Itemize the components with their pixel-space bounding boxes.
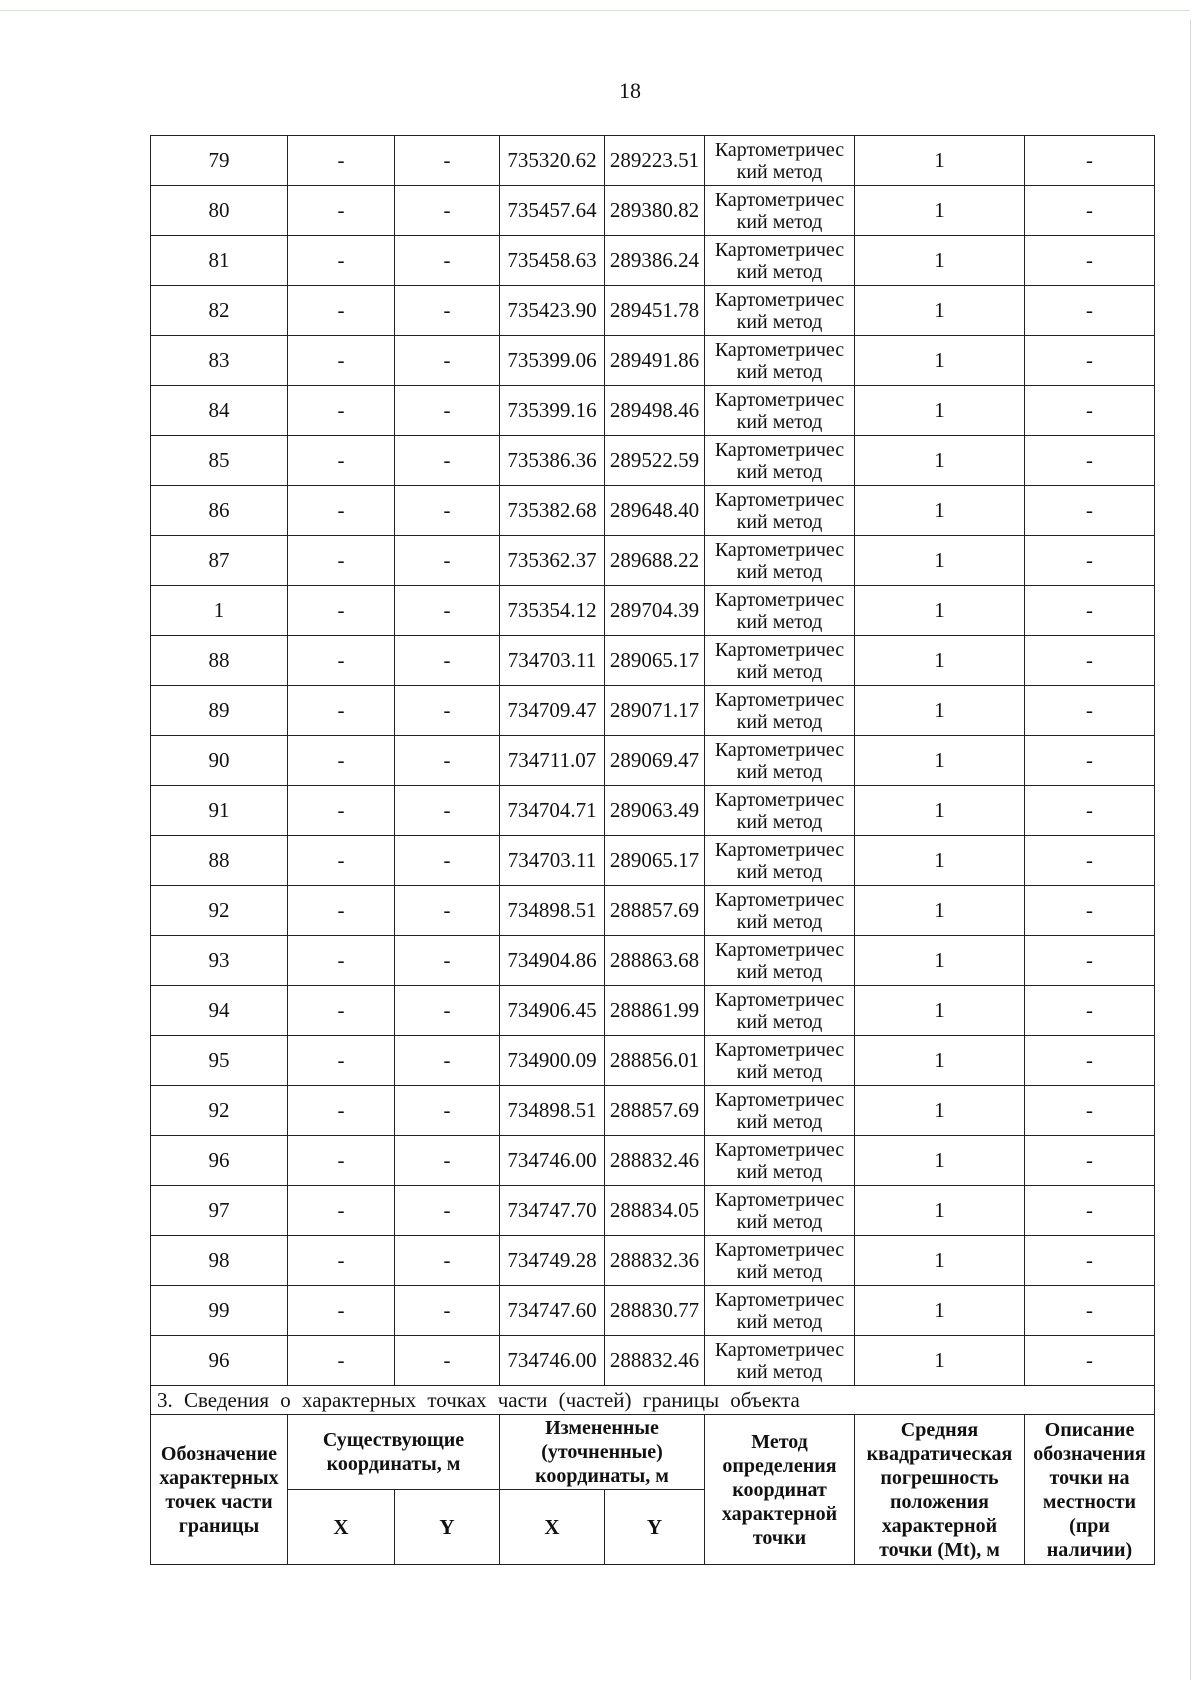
- changed-y-cell: 289065.17: [605, 836, 705, 886]
- table-row: [151, 1336, 1155, 1386]
- changed-y-cell: 288832.46: [605, 1336, 705, 1386]
- method-cell: Картометричес кий метод: [705, 186, 855, 236]
- method-cell: Картометричес кий метод: [705, 736, 855, 786]
- existing-x-cell: -: [288, 936, 395, 986]
- mean-error-cell: 1: [855, 436, 1025, 486]
- description-cell: -: [1025, 1286, 1155, 1336]
- method-cell: Картометричес кий метод: [705, 136, 855, 186]
- changed-x-cell: 735399.16: [500, 386, 605, 436]
- existing-y-cell: -: [395, 786, 500, 836]
- mean-error-cell: 1: [855, 686, 1025, 736]
- mean-error-cell: 1: [855, 1286, 1025, 1336]
- changed-x-cell: 735457.64: [500, 186, 605, 236]
- table-row: [151, 786, 1155, 836]
- changed-x-cell: 734711.07: [500, 736, 605, 786]
- changed-y-cell: 288856.01: [605, 1036, 705, 1086]
- header-point-designation: Обозначение характерных точек части границы: [151, 1415, 288, 1565]
- existing-y-cell: -: [395, 1286, 500, 1336]
- existing-x-cell: -: [288, 1336, 395, 1386]
- header-existing-x: X: [288, 1490, 395, 1565]
- coordinates-table: [150, 135, 1155, 1565]
- table-row: [151, 636, 1155, 686]
- table-row: [151, 736, 1155, 786]
- description-cell: -: [1025, 536, 1155, 586]
- point-cell: 80: [151, 186, 288, 236]
- existing-y-cell: -: [395, 536, 500, 586]
- method-cell: Картометричес кий метод: [705, 836, 855, 886]
- existing-x-cell: -: [288, 1086, 395, 1136]
- header-existing-y: Y: [395, 1490, 500, 1565]
- description-cell: -: [1025, 1336, 1155, 1386]
- changed-x-cell: 734906.45: [500, 986, 605, 1036]
- changed-y-cell: 289380.82: [605, 186, 705, 236]
- changed-x-cell: 735320.62: [500, 136, 605, 186]
- scan-edge-line: [0, 10, 1190, 11]
- existing-x-cell: -: [288, 1186, 395, 1236]
- point-cell: 83: [151, 336, 288, 386]
- method-cell: Картометричес кий метод: [705, 1336, 855, 1386]
- changed-y-cell: 289069.47: [605, 736, 705, 786]
- point-cell: 84: [151, 386, 288, 436]
- method-cell: Картометричес кий метод: [705, 586, 855, 636]
- table-row: [151, 986, 1155, 1036]
- existing-x-cell: -: [288, 1036, 395, 1086]
- method-cell: Картометричес кий метод: [705, 636, 855, 686]
- existing-y-cell: -: [395, 836, 500, 886]
- header-existing-coords: Существующие координаты, м: [288, 1415, 500, 1490]
- description-cell: -: [1025, 336, 1155, 386]
- point-cell: 82: [151, 286, 288, 336]
- changed-x-cell: 734746.00: [500, 1136, 605, 1186]
- point-cell: 96: [151, 1136, 288, 1186]
- existing-y-cell: -: [395, 736, 500, 786]
- existing-x-cell: -: [288, 586, 395, 636]
- existing-y-cell: -: [395, 586, 500, 636]
- changed-x-cell: 735458.63: [500, 236, 605, 286]
- changed-x-cell: 734747.60: [500, 1286, 605, 1336]
- existing-x-cell: -: [288, 686, 395, 736]
- point-cell: 94: [151, 986, 288, 1036]
- changed-y-cell: 288857.69: [605, 1086, 705, 1136]
- existing-y-cell: -: [395, 1036, 500, 1086]
- existing-y-cell: -: [395, 236, 500, 286]
- description-cell: -: [1025, 436, 1155, 486]
- changed-y-cell: 289704.39: [605, 586, 705, 636]
- description-cell: -: [1025, 1036, 1155, 1086]
- point-cell: 92: [151, 886, 288, 936]
- existing-y-cell: -: [395, 936, 500, 986]
- existing-y-cell: -: [395, 186, 500, 236]
- changed-x-cell: 734898.51: [500, 886, 605, 936]
- description-cell: -: [1025, 186, 1155, 236]
- method-cell: Картометричес кий метод: [705, 1136, 855, 1186]
- description-cell: -: [1025, 686, 1155, 736]
- point-cell: 95: [151, 1036, 288, 1086]
- changed-y-cell: 288830.77: [605, 1286, 705, 1336]
- method-cell: Картометричес кий метод: [705, 336, 855, 386]
- table-row: [151, 336, 1155, 386]
- description-cell: -: [1025, 636, 1155, 686]
- changed-y-cell: 289498.46: [605, 386, 705, 436]
- mean-error-cell: 1: [855, 536, 1025, 586]
- description-cell: -: [1025, 386, 1155, 436]
- section-3-title: 3. Сведения о характерных точках части (частей) границы объекта: [151, 1386, 1155, 1415]
- table-row: [151, 686, 1155, 736]
- changed-x-cell: 734709.47: [500, 686, 605, 736]
- method-cell: Картометричес кий метод: [705, 386, 855, 436]
- table-row: [151, 236, 1155, 286]
- existing-y-cell: -: [395, 686, 500, 736]
- method-cell: Картометричес кий метод: [705, 1286, 855, 1336]
- changed-y-cell: 289648.40: [605, 486, 705, 536]
- changed-x-cell: 734703.11: [500, 636, 605, 686]
- existing-x-cell: -: [288, 1286, 395, 1336]
- changed-x-cell: 735423.90: [500, 286, 605, 336]
- table-row: [151, 1236, 1155, 1286]
- existing-x-cell: -: [288, 136, 395, 186]
- description-cell: -: [1025, 236, 1155, 286]
- changed-y-cell: 289522.59: [605, 436, 705, 486]
- point-cell: 97: [151, 1186, 288, 1236]
- method-cell: Картометричес кий метод: [705, 486, 855, 536]
- table-row: [151, 886, 1155, 936]
- method-cell: Картометричес кий метод: [705, 236, 855, 286]
- existing-x-cell: -: [288, 1136, 395, 1186]
- existing-x-cell: -: [288, 236, 395, 286]
- coordinates-sheet: [150, 135, 1154, 1565]
- mean-error-cell: 1: [855, 1186, 1025, 1236]
- page-number: 18: [619, 78, 641, 103]
- table-row: [151, 186, 1155, 236]
- existing-y-cell: -: [395, 386, 500, 436]
- table-row: [151, 1036, 1155, 1086]
- description-cell: -: [1025, 136, 1155, 186]
- existing-x-cell: -: [288, 636, 395, 686]
- point-cell: 85: [151, 436, 288, 486]
- point-cell: 87: [151, 536, 288, 586]
- point-cell: 88: [151, 636, 288, 686]
- description-cell: -: [1025, 1186, 1155, 1236]
- existing-x-cell: -: [288, 736, 395, 786]
- mean-error-cell: 1: [855, 1136, 1025, 1186]
- table-row: [151, 1086, 1155, 1136]
- point-cell: 1: [151, 586, 288, 636]
- existing-x-cell: -: [288, 1236, 395, 1286]
- existing-y-cell: -: [395, 436, 500, 486]
- changed-y-cell: 289491.86: [605, 336, 705, 386]
- changed-x-cell: 735354.12: [500, 586, 605, 636]
- header-changed-y: Y: [605, 1490, 705, 1565]
- point-cell: 86: [151, 486, 288, 536]
- table-body: [151, 136, 1155, 1386]
- mean-error-cell: 1: [855, 336, 1025, 386]
- changed-x-cell: 735382.68: [500, 486, 605, 536]
- existing-x-cell: -: [288, 786, 395, 836]
- changed-y-cell: 289451.78: [605, 286, 705, 336]
- description-cell: -: [1025, 586, 1155, 636]
- description-cell: -: [1025, 1136, 1155, 1186]
- method-cell: Картометричес кий метод: [705, 936, 855, 986]
- mean-error-cell: 1: [855, 786, 1025, 836]
- mean-error-cell: 1: [855, 1036, 1025, 1086]
- changed-x-cell: 734898.51: [500, 1086, 605, 1136]
- point-cell: 79: [151, 136, 288, 186]
- changed-y-cell: 289386.24: [605, 236, 705, 286]
- point-cell: 88: [151, 836, 288, 886]
- existing-y-cell: -: [395, 886, 500, 936]
- table-row: [151, 436, 1155, 486]
- changed-x-cell: 734704.71: [500, 786, 605, 836]
- table-row: [151, 586, 1155, 636]
- table-row: [151, 1286, 1155, 1336]
- changed-y-cell: 289065.17: [605, 636, 705, 686]
- method-cell: Картометричес кий метод: [705, 886, 855, 936]
- existing-x-cell: -: [288, 536, 395, 586]
- method-cell: Картометричес кий метод: [705, 686, 855, 736]
- method-cell: Картометричес кий метод: [705, 436, 855, 486]
- point-cell: 93: [151, 936, 288, 986]
- changed-y-cell: 288832.36: [605, 1236, 705, 1286]
- table-row: [151, 486, 1155, 536]
- header-method: Метод определения координат характерной точки: [705, 1415, 855, 1565]
- table-row: [151, 936, 1155, 986]
- existing-y-cell: -: [395, 286, 500, 336]
- method-cell: Картометричес кий метод: [705, 1236, 855, 1286]
- mean-error-cell: 1: [855, 386, 1025, 436]
- description-cell: -: [1025, 736, 1155, 786]
- description-cell: -: [1025, 786, 1155, 836]
- changed-y-cell: 288832.46: [605, 1136, 705, 1186]
- changed-y-cell: 289063.49: [605, 786, 705, 836]
- mean-error-cell: 1: [855, 1236, 1025, 1286]
- changed-y-cell: 289071.17: [605, 686, 705, 736]
- description-cell: -: [1025, 486, 1155, 536]
- existing-x-cell: -: [288, 436, 395, 486]
- changed-y-cell: 288834.05: [605, 1186, 705, 1236]
- method-cell: Картометричес кий метод: [705, 1186, 855, 1236]
- mean-error-cell: 1: [855, 486, 1025, 536]
- mean-error-cell: 1: [855, 586, 1025, 636]
- changed-x-cell: 734703.11: [500, 836, 605, 886]
- header-changed-coords: Измененные (уточненные) координаты, м: [500, 1415, 705, 1490]
- changed-x-cell: 735386.36: [500, 436, 605, 486]
- mean-error-cell: 1: [855, 736, 1025, 786]
- description-cell: -: [1025, 1236, 1155, 1286]
- existing-x-cell: -: [288, 336, 395, 386]
- method-cell: Картометричес кий метод: [705, 1086, 855, 1136]
- method-cell: Картометричес кий метод: [705, 536, 855, 586]
- method-cell: Картометричес кий метод: [705, 786, 855, 836]
- existing-y-cell: -: [395, 636, 500, 686]
- mean-error-cell: 1: [855, 886, 1025, 936]
- changed-x-cell: 735362.37: [500, 536, 605, 586]
- point-cell: 91: [151, 786, 288, 836]
- changed-x-cell: 734904.86: [500, 936, 605, 986]
- description-cell: -: [1025, 986, 1155, 1036]
- changed-x-cell: 734749.28: [500, 1236, 605, 1286]
- changed-y-cell: 288857.69: [605, 886, 705, 936]
- existing-y-cell: -: [395, 136, 500, 186]
- existing-x-cell: -: [288, 386, 395, 436]
- point-cell: 90: [151, 736, 288, 786]
- changed-y-cell: 288863.68: [605, 936, 705, 986]
- table-row: [151, 536, 1155, 586]
- point-cell: 96: [151, 1336, 288, 1386]
- existing-y-cell: -: [395, 986, 500, 1036]
- changed-x-cell: 734900.09: [500, 1036, 605, 1086]
- header-description: Описание обозначения точки на местности (при наличии): [1025, 1415, 1155, 1565]
- table-row: [151, 1186, 1155, 1236]
- existing-y-cell: -: [395, 1336, 500, 1386]
- mean-error-cell: 1: [855, 986, 1025, 1036]
- method-cell: Картометричес кий метод: [705, 986, 855, 1036]
- mean-error-cell: 1: [855, 936, 1025, 986]
- mean-error-cell: 1: [855, 1336, 1025, 1386]
- table-row: [151, 386, 1155, 436]
- existing-x-cell: -: [288, 886, 395, 936]
- existing-x-cell: -: [288, 186, 395, 236]
- point-cell: 81: [151, 236, 288, 286]
- mean-error-cell: 1: [855, 836, 1025, 886]
- changed-y-cell: 289223.51: [605, 136, 705, 186]
- existing-y-cell: -: [395, 336, 500, 386]
- point-cell: 98: [151, 1236, 288, 1286]
- existing-x-cell: -: [288, 836, 395, 886]
- description-cell: -: [1025, 286, 1155, 336]
- mean-error-cell: 1: [855, 1086, 1025, 1136]
- existing-y-cell: -: [395, 1136, 500, 1186]
- changed-y-cell: 289688.22: [605, 536, 705, 586]
- description-cell: -: [1025, 886, 1155, 936]
- mean-error-cell: 1: [855, 136, 1025, 186]
- changed-x-cell: 735399.06: [500, 336, 605, 386]
- description-cell: -: [1025, 836, 1155, 886]
- table-row: [151, 836, 1155, 886]
- existing-x-cell: -: [288, 286, 395, 336]
- description-cell: -: [1025, 936, 1155, 986]
- changed-x-cell: 734747.70: [500, 1186, 605, 1236]
- mean-error-cell: 1: [855, 286, 1025, 336]
- table-row: [151, 136, 1155, 186]
- mean-error-cell: 1: [855, 186, 1025, 236]
- description-cell: -: [1025, 1086, 1155, 1136]
- point-cell: 99: [151, 1286, 288, 1336]
- existing-x-cell: -: [288, 986, 395, 1036]
- mean-error-cell: 1: [855, 636, 1025, 686]
- point-cell: 92: [151, 1086, 288, 1136]
- point-cell: 89: [151, 686, 288, 736]
- changed-y-cell: 288861.99: [605, 986, 705, 1036]
- existing-y-cell: -: [395, 1086, 500, 1136]
- table-row: [151, 1136, 1155, 1186]
- header-mean-error: Средняя квадратическая погрешность положения характерной точки (Mt), м: [855, 1415, 1025, 1565]
- existing-y-cell: -: [395, 1236, 500, 1286]
- existing-x-cell: -: [288, 486, 395, 536]
- scan-edge-right: [1190, 20, 1191, 1680]
- table-row: [151, 286, 1155, 336]
- changed-x-cell: 734746.00: [500, 1336, 605, 1386]
- method-cell: Картометричес кий метод: [705, 286, 855, 336]
- mean-error-cell: 1: [855, 236, 1025, 286]
- existing-y-cell: -: [395, 486, 500, 536]
- existing-y-cell: -: [395, 1186, 500, 1236]
- method-cell: Картометричес кий метод: [705, 1036, 855, 1086]
- header-changed-x: X: [500, 1490, 605, 1565]
